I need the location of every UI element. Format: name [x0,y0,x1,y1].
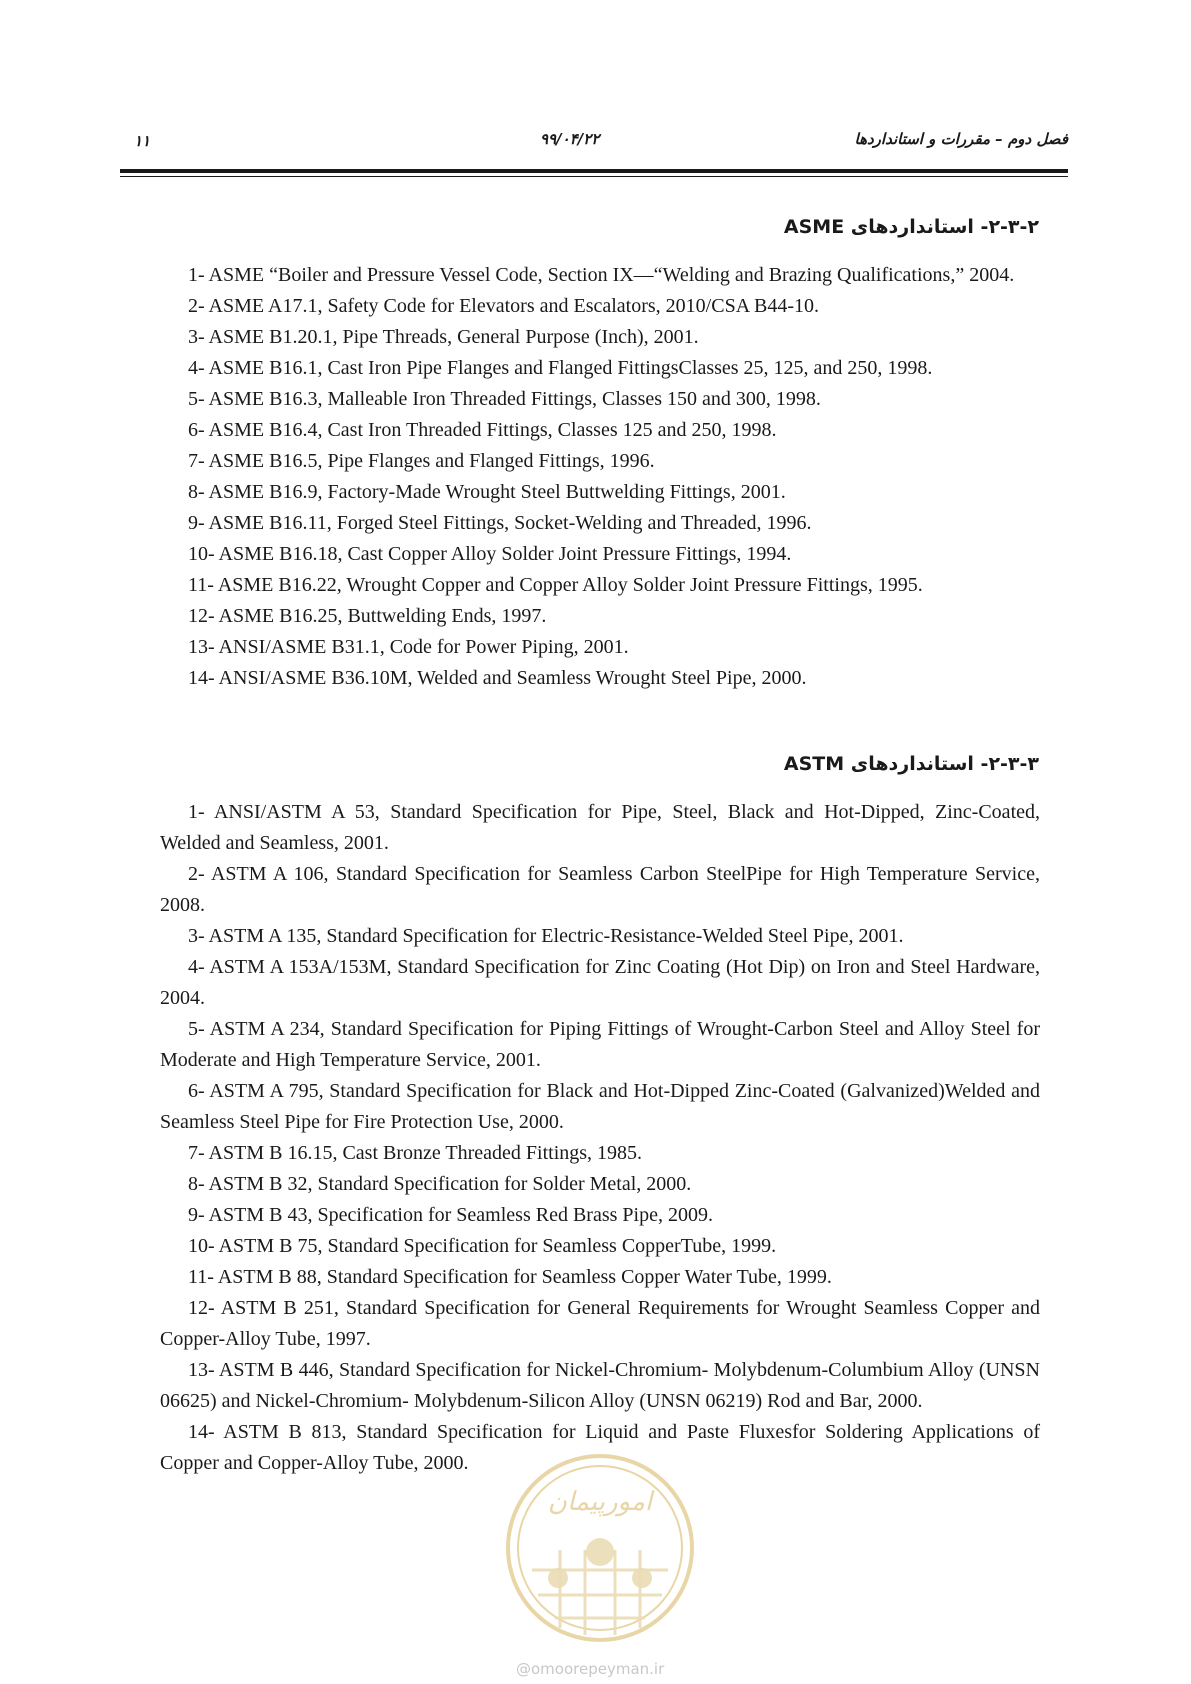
watermark-logo-text: امورپیمان [547,1487,653,1517]
list-item: 12- ASME B16.25, Buttwelding Ends, 1997. [188,605,547,627]
header-rule-thick [120,169,1068,173]
list-item: 8- ASME B16.9, Factory-Made Wrought Steel Buttwelding Fittings, 2001. [188,481,786,503]
list-item: 2- ASTM A 106, Standard Specification for Seamless Carbon SteelPipe for High Temperature Service, 2008. [160,863,1040,916]
list-item: 7- ASME B16.5, Pipe Flanges and Flanged Fittings, 1996. [188,450,655,472]
list-item: 13- ASTM B 446, Standard Specification for Nickel-Chromium- Molybdenum-Columbium Alloy (UNSN 06625) and Nickel-Chromium- Molybdenum-Silicon Alloy (UNSN 06219) Rod and Bar, 2000. [160,1359,1040,1412]
header-date: ۹۹/۰۴/۲۲ [540,130,600,148]
list-item: 1- ANSI/ASTM A 53, Standard Specification for Pipe, Steel, Black and Hot-Dipped, Zinc-Coated, Welded and Seamless, 2001. [160,801,1040,854]
list-item: 2- ASME A17.1, Safety Code for Elevators and Escalators, 2010/CSA B44-10. [188,295,820,317]
list-item: 4- ASTM A 153A/153M, Standard Specification for Zinc Coating (Hot Dip) on Iron and Steel Hardware, 2004. [160,956,1040,1009]
list-item: 6- ASTM A 795, Standard Specification for Black and Hot-Dipped Zinc-Coated (Galvanized)Welded and Seamless Steel Pipe for Fire Protection Use, 2000. [160,1080,1040,1133]
list-item: 9- ASME B16.11, Forged Steel Fittings, Socket-Welding and Threaded, 1996. [188,512,812,534]
list-item: 5- ASTM A 234, Standard Specification for Piping Fittings of Wrought-Carbon Steel and Alloy Steel for Moderate and High Temperature Service, 2001. [160,1018,1040,1071]
list-item: 1- ASME “Boiler and Pressure Vessel Code, Section IX—“Welding and Brazing Qualifications,” 2004. [188,264,1015,286]
list-item: 3- ASME B1.20.1, Pipe Threads, General Purpose (Inch), 2001. [188,326,699,348]
list-item: 3- ASTM A 135, Standard Specification for Electric-Resistance-Welded Steel Pipe, 2001. [188,925,904,947]
list-item: 8- ASTM B 32, Standard Specification for Solder Metal, 2000. [188,1173,692,1195]
astm-standards-list [160,797,1040,1479]
list-item: 13- ANSI/ASME B31.1, Code for Power Piping, 2001. [188,636,629,658]
watermark-url: @omoorepeyman.ir [516,1660,665,1678]
page-number: ۱۱ [134,132,151,150]
page-header [120,130,1068,154]
list-item: 14- ASTM B 813, Standard Specification for Liquid and Paste Fluxesfor Soldering Applications of Copper and Copper-Alloy Tube, 2000. [160,1421,1040,1474]
list-item: 11- ASTM B 88, Standard Specification for Seamless Copper Water Tube, 1999. [188,1266,832,1288]
list-item: 14- ANSI/ASME B36.10M, Welded and Seamless Wrought Steel Pipe, 2000. [188,667,807,689]
watermark-logo [500,1440,700,1655]
list-item: 9- ASTM B 43, Specification for Seamless Red Brass Pipe, 2009. [188,1204,713,1226]
list-item: 12- ASTM B 251, Standard Specification for General Requirements for Wrought Seamless Copper and Copper-Alloy Tube, 1997. [160,1297,1040,1350]
list-item: 5- ASME B16.3, Malleable Iron Threaded Fittings, Classes 150 and 300, 1998. [188,388,821,410]
list-item: 11- ASME B16.22, Wrought Copper and Copper Alloy Solder Joint Pressure Fittings, 1995. [188,574,923,596]
list-item: 6- ASME B16.4, Cast Iron Threaded Fittings, Classes 125 and 250, 1998. [188,419,777,441]
chapter-title: فصل دوم – مقررات و استانداردها [854,130,1068,148]
section-title-astm: ۲-۳-۳- استانداردهای ASTM [783,753,1039,775]
list-item: 4- ASME B16.1, Cast Iron Pipe Flanges and Flanged FittingsClasses 25, 125, and 250, 1998. [188,357,933,379]
list-item: 10- ASTM B 75, Standard Specification for Seamless CopperTube, 1999. [188,1235,777,1257]
list-item: 7- ASTM B 16.15, Cast Bronze Threaded Fittings, 1985. [188,1142,643,1164]
header-rule-thin [120,176,1068,177]
section-title-asme: ۲-۳-۲- استانداردهای ASME [783,216,1039,238]
asme-standards-list [160,260,1040,694]
list-item: 10- ASME B16.18, Cast Copper Alloy Solder Joint Pressure Fittings, 1994. [188,543,792,565]
